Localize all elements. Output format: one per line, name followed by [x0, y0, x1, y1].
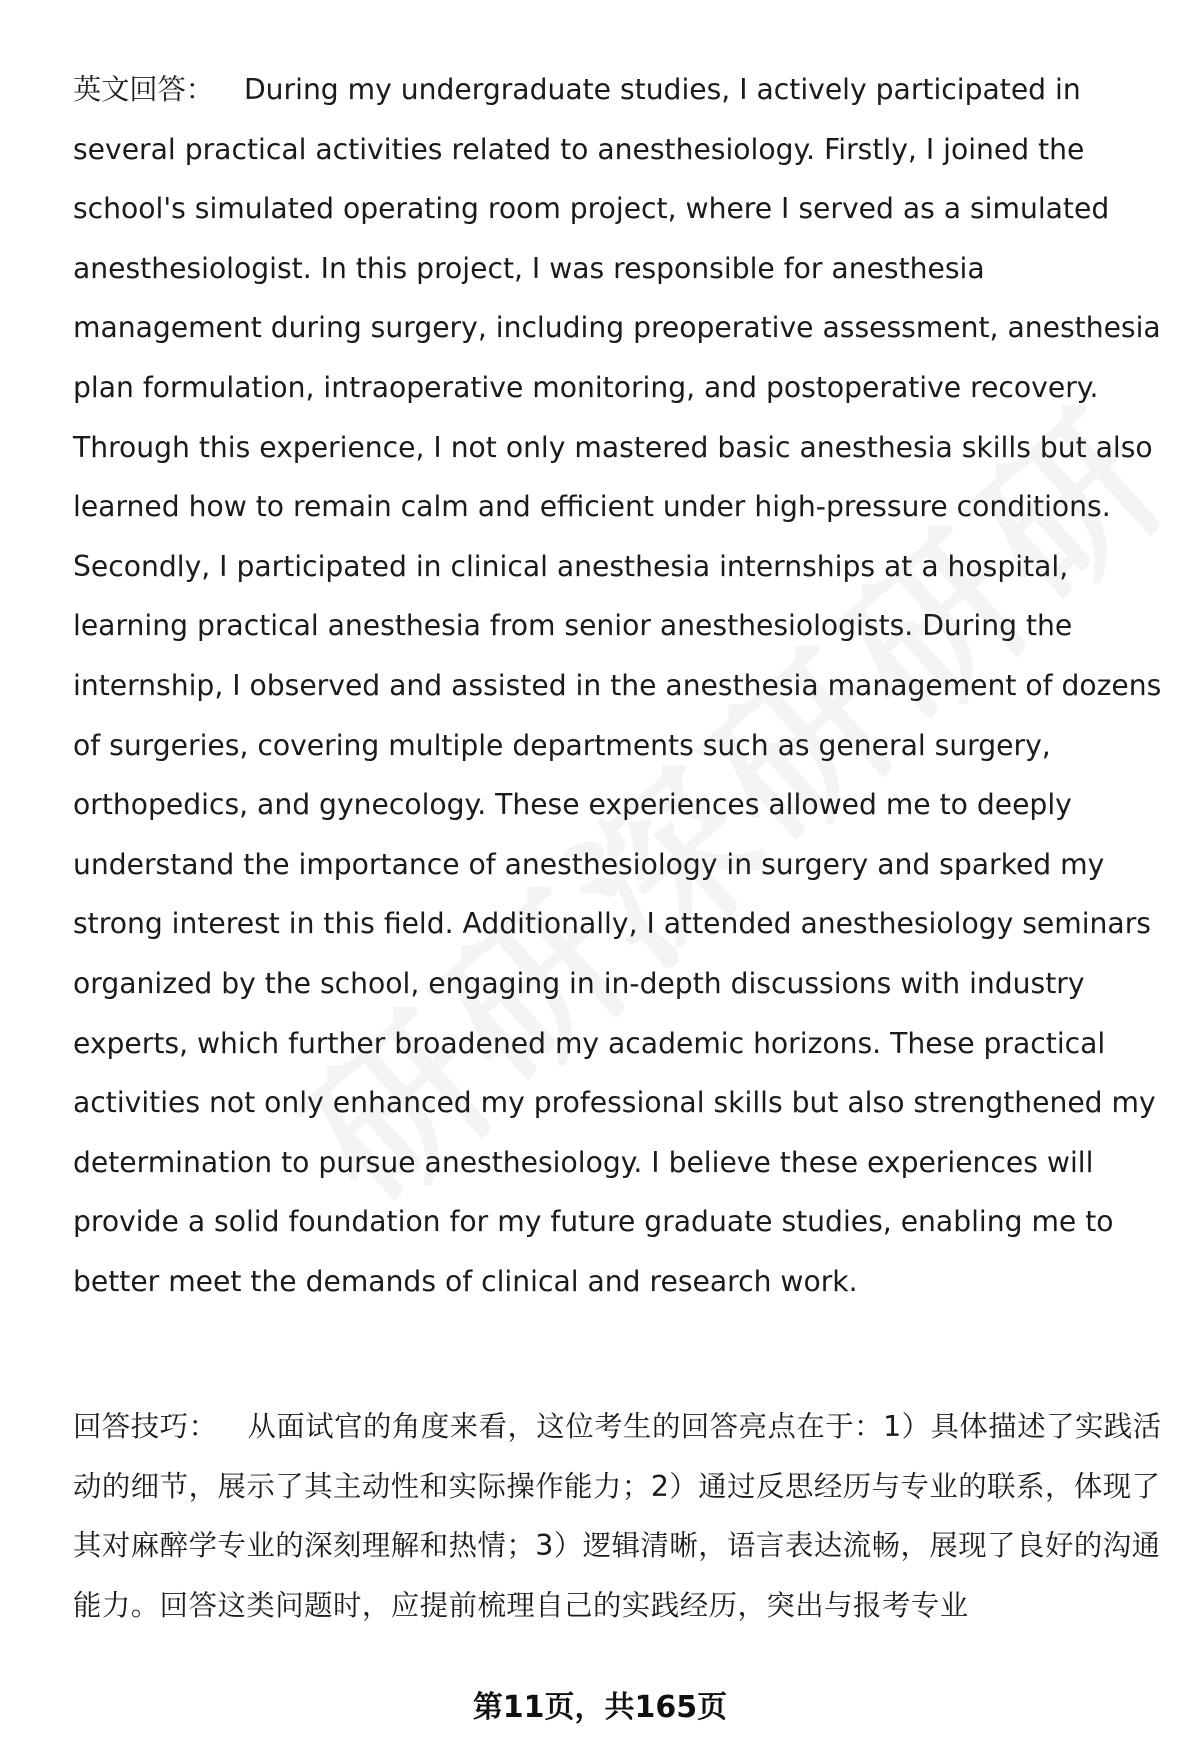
page-number: 第11页，共165页: [472, 1690, 728, 1725]
english-answer-paragraph: [73, 60, 1163, 1311]
answer-tips-paragraph: [73, 1397, 1163, 1635]
answer-tips-text: 从面试官的角度来看，这位考生的回答亮点在于：1）具体描述了实践活动的细节，展示了其主动性和实际操作能力；2）通过反思经历与专业的联系，体现了其对麻醉学专业的深刻理解和热情；3）逻辑清晰，语言表达流畅，展现了良好的沟通能力。回答这类问题时，应提前梳理自己的实践经历，突出与报考专业: [73, 1410, 1162, 1622]
english-answer-text: During my undergraduate studies, I actively participated in several practical activities related to anesthesiology. Firstly, I joined the school's simulated operating room project, where I served as a simulated anesthesiologist. In this project, I was responsible for anesthesia management during surgery, including preoperative assessment, anesthesia plan formulation, intraoperative monitoring, and postoperative recovery. Through this experience, I not only mastered basic anesthesia skills but also learned how to remain calm and efficient under high-pressure conditions. Secondly, I participated in clinical anesthesia internships at a hospital, learning practical anesthesia from senior anesthesiologists. During the internship, I observed and assisted in the anesthesia management of dozens of surgeries, covering multiple departments such as general surgery, orthopedics, and gynecology. These experiences allowed me to deeply understand the importance of anesthesiology in surgery and sparked my strong interest in this field. Additionally, I attended anesthesiology seminars organized by the school, engaging in in-depth discussions with industry experts, which further broadened my academic horizons. These practical activities not only enhanced my professional skills but also strengthened my determination to pursue anesthesiology. I believe these experiences will provide a solid foundation for my future graduate studies, enabling me to better meet the demands of clinical and research work.: [73, 73, 1162, 1298]
answer-tips-label: 回答技巧：: [73, 1410, 218, 1443]
english-answer-label: 英文回答：: [73, 73, 214, 106]
